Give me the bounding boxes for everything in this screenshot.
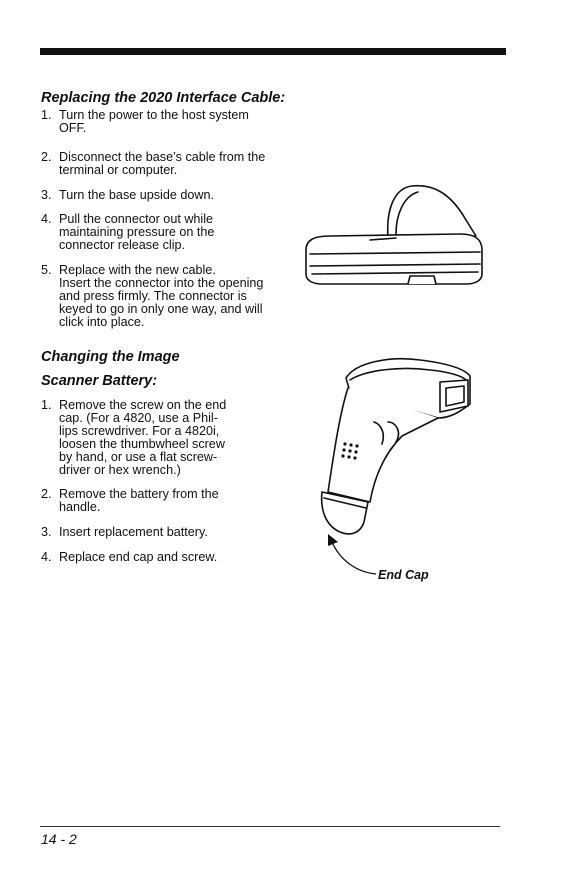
step-number: 1. xyxy=(41,108,52,122)
step-text: Disconnect the base’s cable from the terminal or computer. xyxy=(59,150,266,177)
end-cap-arrow xyxy=(320,530,380,580)
section-heading-battery-line2: Scanner Battery: xyxy=(41,373,158,389)
step-number: 2. xyxy=(41,487,52,501)
list-item xyxy=(41,151,265,177)
scanner-illustration xyxy=(310,352,490,542)
step-text: Replace end cap and screw. xyxy=(59,550,218,564)
step-number: 4. xyxy=(41,550,52,564)
list-item xyxy=(41,526,208,539)
step-text: Remove the battery from the handle. xyxy=(59,487,219,514)
page-number: 14 - 2 xyxy=(41,831,77,847)
step-text: Remove the screw on the end cap. (For a 4820, use a Phil- lips screwdriver. For a 4820i, loosen the thumbwheel screw by hand, or use a flat screw- driver or hex wrench.) xyxy=(59,398,227,477)
step-number: 3. xyxy=(41,188,52,202)
header-rule xyxy=(40,48,506,55)
step-number: 5. xyxy=(41,263,52,277)
step-number: 3. xyxy=(41,525,52,539)
list-item xyxy=(41,109,249,135)
list-item xyxy=(41,264,263,329)
step-number: 2. xyxy=(41,150,52,164)
step-text: Pull the connector out while maintaining pressure on the connector release clip. xyxy=(59,212,215,252)
footer-rule xyxy=(40,826,500,827)
end-cap-label: End Cap xyxy=(378,568,429,582)
list-item xyxy=(41,189,214,202)
step-text: Insert replacement battery. xyxy=(59,525,208,539)
list-item xyxy=(41,399,226,477)
section-heading-interface-cable: Replacing the 2020 Interface Cable: xyxy=(41,90,286,106)
step-text: Turn the power to the host system OFF. xyxy=(59,108,249,135)
step-number: 1. xyxy=(41,398,52,412)
list-item xyxy=(41,551,217,564)
section-heading-battery-line1: Changing the Image xyxy=(41,349,180,365)
step-text: Replace with the new cable. Insert the connector into the opening and press firmly. The connector is keyed to go in only one way, and will click into place. xyxy=(59,263,264,329)
step-number: 4. xyxy=(41,212,52,226)
list-item xyxy=(41,488,219,514)
list-item xyxy=(41,213,214,252)
base-station-illustration xyxy=(300,180,485,295)
step-text: Turn the base upside down. xyxy=(59,188,214,202)
